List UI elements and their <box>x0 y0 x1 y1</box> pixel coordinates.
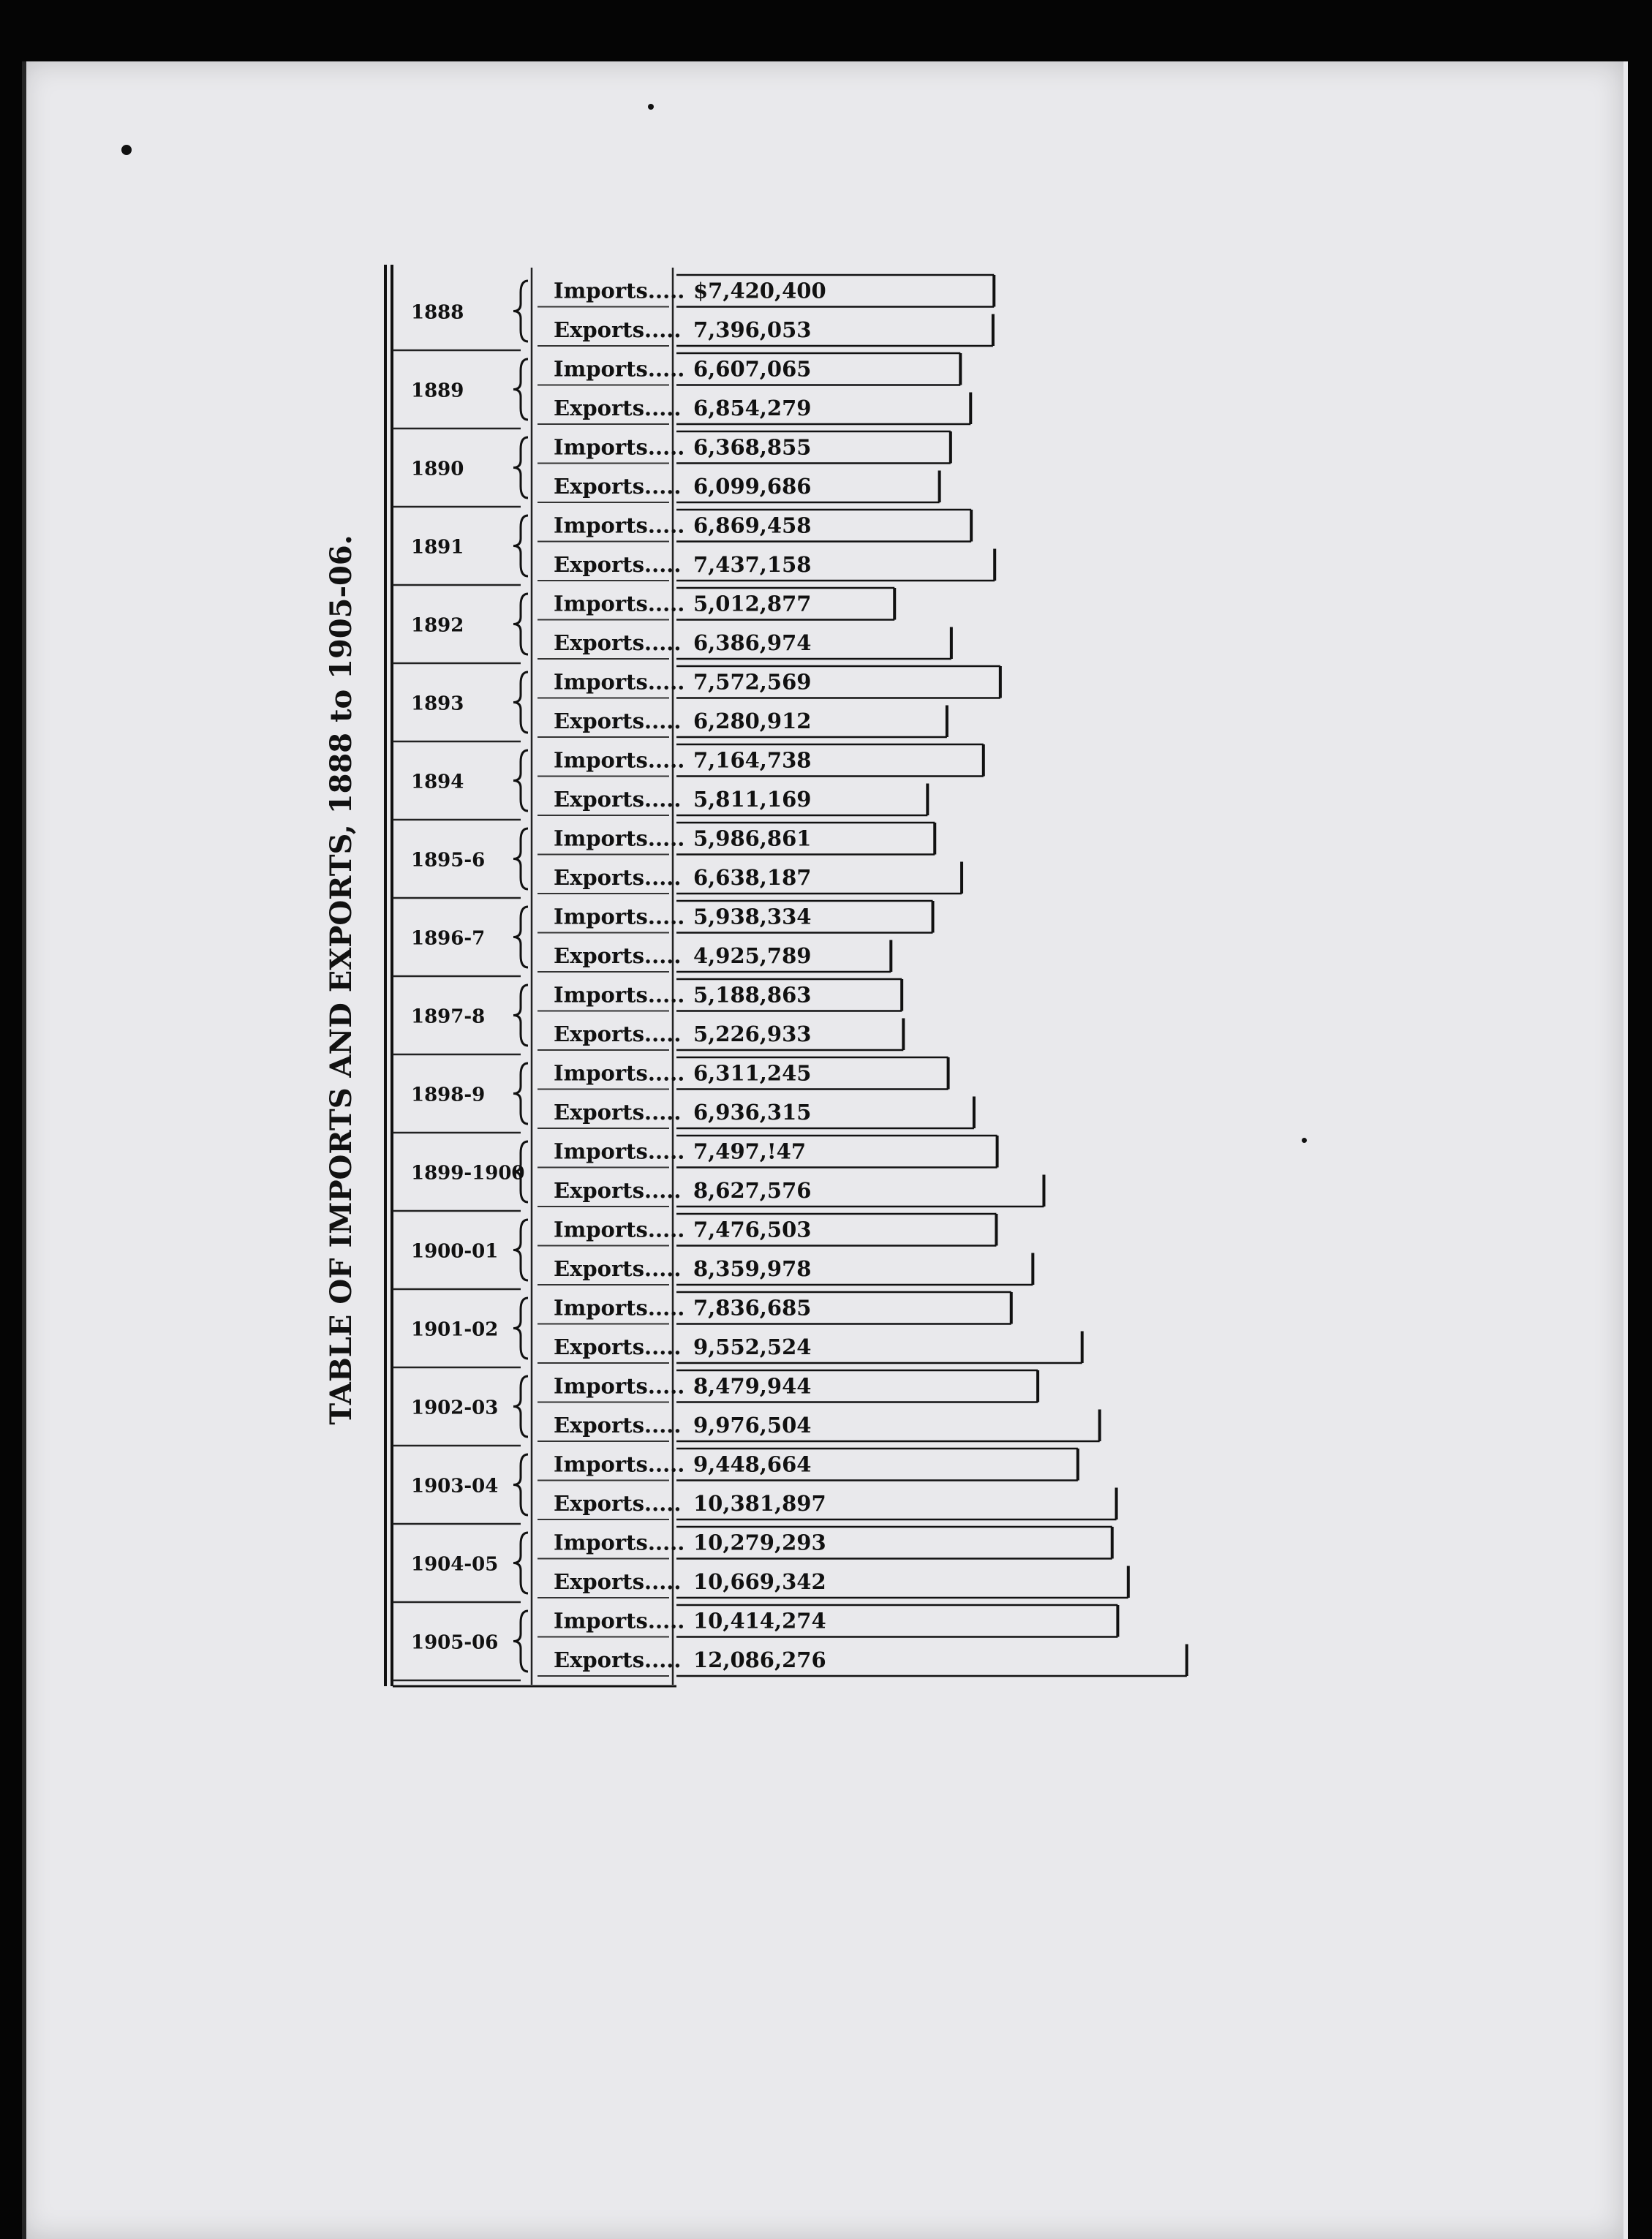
exports-value-label: 8,627,576 <box>693 1178 812 1203</box>
exports-value-label: 10,381,897 <box>693 1491 826 1516</box>
exports-value-label: 6,099,686 <box>693 474 812 499</box>
year-label: 1896-7 <box>411 927 486 950</box>
brace-mark <box>513 1533 528 1593</box>
exports-value-label: 10,669,342 <box>693 1569 826 1594</box>
exports-row-label: Exports..... <box>554 1491 682 1516</box>
imports-value-label: 10,414,274 <box>693 1608 826 1634</box>
imports-value-label: 6,607,065 <box>693 356 812 382</box>
exports-value-label: 8,359,978 <box>693 1256 812 1281</box>
exports-value-label: 7,437,158 <box>693 552 812 577</box>
imports-value-label: 10,279,293 <box>693 1530 826 1555</box>
exports-row-label: Exports..... <box>554 865 682 890</box>
year-label: 1900-01 <box>411 1240 499 1263</box>
imports-value-label: $7,420,400 <box>693 278 826 303</box>
imports-value-label: 5,188,863 <box>693 982 812 1008</box>
year-label: 1890 <box>411 458 464 480</box>
exports-row-label: Exports..... <box>554 1647 682 1672</box>
exports-row-label: Exports..... <box>554 1100 682 1125</box>
imports-value-label: 6,368,855 <box>693 434 812 460</box>
exports-row-label: Exports..... <box>554 1178 682 1203</box>
brace-mark <box>513 1454 528 1515</box>
exports-value-label: 6,386,974 <box>693 630 812 655</box>
exports-value-label: 5,226,933 <box>693 1022 812 1046</box>
imports-row-label: Imports..... <box>554 513 685 538</box>
exports-value-label: 9,976,504 <box>693 1413 812 1438</box>
year-label: 1904-05 <box>411 1553 499 1576</box>
chart-rows <box>393 275 1187 1680</box>
year-group <box>393 1527 1128 1602</box>
imports-value-label: 5,012,877 <box>693 591 812 616</box>
exports-row-label: Exports..... <box>554 943 682 968</box>
brace-mark <box>513 1376 528 1437</box>
year-label: 1892 <box>411 614 464 637</box>
imports-value-label: 7,836,685 <box>693 1295 812 1321</box>
exports-value-label: 9,552,524 <box>693 1334 812 1359</box>
exports-row-label: Exports..... <box>554 1569 682 1594</box>
imports-row-label: Imports..... <box>554 434 685 460</box>
brace-mark <box>513 750 528 811</box>
year-group <box>393 979 903 1054</box>
imports-row-label: Imports..... <box>554 1217 685 1242</box>
exports-value-label: 6,638,187 <box>693 865 812 890</box>
year-group <box>393 1214 1033 1289</box>
imports-value-label: 7,497,!47 <box>693 1139 806 1164</box>
year-label: 1897-8 <box>411 1005 486 1028</box>
imports-row-label: Imports..... <box>554 1373 685 1399</box>
year-group <box>393 823 962 898</box>
imports-row-label: Imports..... <box>554 591 685 616</box>
exports-value-label: 5,811,169 <box>693 787 812 812</box>
year-label: 1894 <box>411 771 464 793</box>
brace-mark <box>513 1611 528 1672</box>
year-label: 1902-03 <box>411 1397 499 1419</box>
exports-row-label: Exports..... <box>554 474 682 499</box>
year-group <box>393 1449 1117 1524</box>
year-group <box>393 510 995 585</box>
imports-row-label: Imports..... <box>554 1139 685 1164</box>
exports-row-label: Exports..... <box>554 1256 682 1281</box>
exports-value-label: 6,280,912 <box>693 709 812 733</box>
brace-mark <box>513 1063 528 1124</box>
imports-value-label: 7,476,503 <box>693 1217 812 1242</box>
brace-mark <box>513 672 528 733</box>
exports-row-label: Exports..... <box>554 1334 682 1359</box>
year-label: 1888 <box>411 301 464 324</box>
brace-mark <box>513 516 528 576</box>
brace-mark <box>513 828 528 889</box>
year-label: 1895-6 <box>411 849 486 872</box>
brace-mark <box>513 594 528 654</box>
year-group <box>393 353 970 428</box>
exports-row-label: Exports..... <box>554 787 682 812</box>
year-group <box>393 1292 1082 1367</box>
imports-value-label: 5,938,334 <box>693 904 812 929</box>
year-group <box>393 275 994 350</box>
imports-value-label: 6,311,245 <box>693 1060 812 1086</box>
year-group <box>393 431 951 507</box>
imports-row-label: Imports..... <box>554 747 685 773</box>
chart-title: TABLE OF IMPORTS AND EXPORTS, 1888 to 1905-06. <box>324 535 358 1425</box>
imports-row-label: Imports..... <box>554 1608 685 1634</box>
imports-value-label: 6,869,458 <box>693 513 812 538</box>
exports-row-label: Exports..... <box>554 1022 682 1046</box>
year-label: 1905-06 <box>411 1631 499 1654</box>
brace-mark <box>513 281 528 341</box>
brace-mark <box>513 985 528 1046</box>
year-group <box>393 1370 1100 1446</box>
exports-value-label: 6,854,279 <box>693 396 812 420</box>
imports-value-label: 5,986,861 <box>693 826 812 851</box>
imports-row-label: Imports..... <box>554 1530 685 1555</box>
brace-mark <box>513 359 528 420</box>
imports-value-label: 7,572,569 <box>693 669 812 695</box>
imports-row-label: Imports..... <box>554 669 685 695</box>
exports-value-label: 6,936,315 <box>693 1100 812 1125</box>
year-group <box>393 666 1000 741</box>
imports-row-label: Imports..... <box>554 826 685 851</box>
imports-row-label: Imports..... <box>554 1060 685 1086</box>
exports-value-label: 12,086,276 <box>693 1647 826 1672</box>
year-group <box>393 901 933 976</box>
exports-row-label: Exports..... <box>554 709 682 733</box>
imports-value-label: 8,479,944 <box>693 1373 812 1399</box>
year-label: 1903-04 <box>411 1475 499 1498</box>
imports-value-label: 7,164,738 <box>693 747 812 773</box>
year-label: 1901-02 <box>411 1318 499 1341</box>
year-label: 1889 <box>411 380 464 402</box>
brace-mark <box>513 437 528 498</box>
exports-row-label: Exports..... <box>554 630 682 655</box>
imports-row-label: Imports..... <box>554 982 685 1008</box>
brace-mark <box>513 1220 528 1280</box>
year-group <box>393 1136 1044 1211</box>
year-group <box>393 1605 1187 1680</box>
year-label: 1898-9 <box>411 1084 486 1106</box>
imports-row-label: Imports..... <box>554 278 685 303</box>
exports-row-label: Exports..... <box>554 1413 682 1438</box>
imports-row-label: Imports..... <box>554 1295 685 1321</box>
year-label: 1899-1900 <box>411 1162 525 1185</box>
imports-row-label: Imports..... <box>554 904 685 929</box>
exports-row-label: Exports..... <box>554 396 682 420</box>
year-label: 1891 <box>411 536 464 559</box>
exports-value-label: 7,396,053 <box>693 317 812 342</box>
year-group <box>393 744 984 820</box>
imports-value-label: 9,448,664 <box>693 1451 812 1477</box>
year-label: 1893 <box>411 692 464 715</box>
brace-mark <box>513 907 528 967</box>
year-group <box>393 1057 974 1133</box>
exports-value-label: 4,925,789 <box>693 943 812 968</box>
brace-mark <box>513 1298 528 1359</box>
exports-row-label: Exports..... <box>554 552 682 577</box>
imports-row-label: Imports..... <box>554 1451 685 1477</box>
exports-row-label: Exports..... <box>554 317 682 342</box>
imports-row-label: Imports..... <box>554 356 685 382</box>
